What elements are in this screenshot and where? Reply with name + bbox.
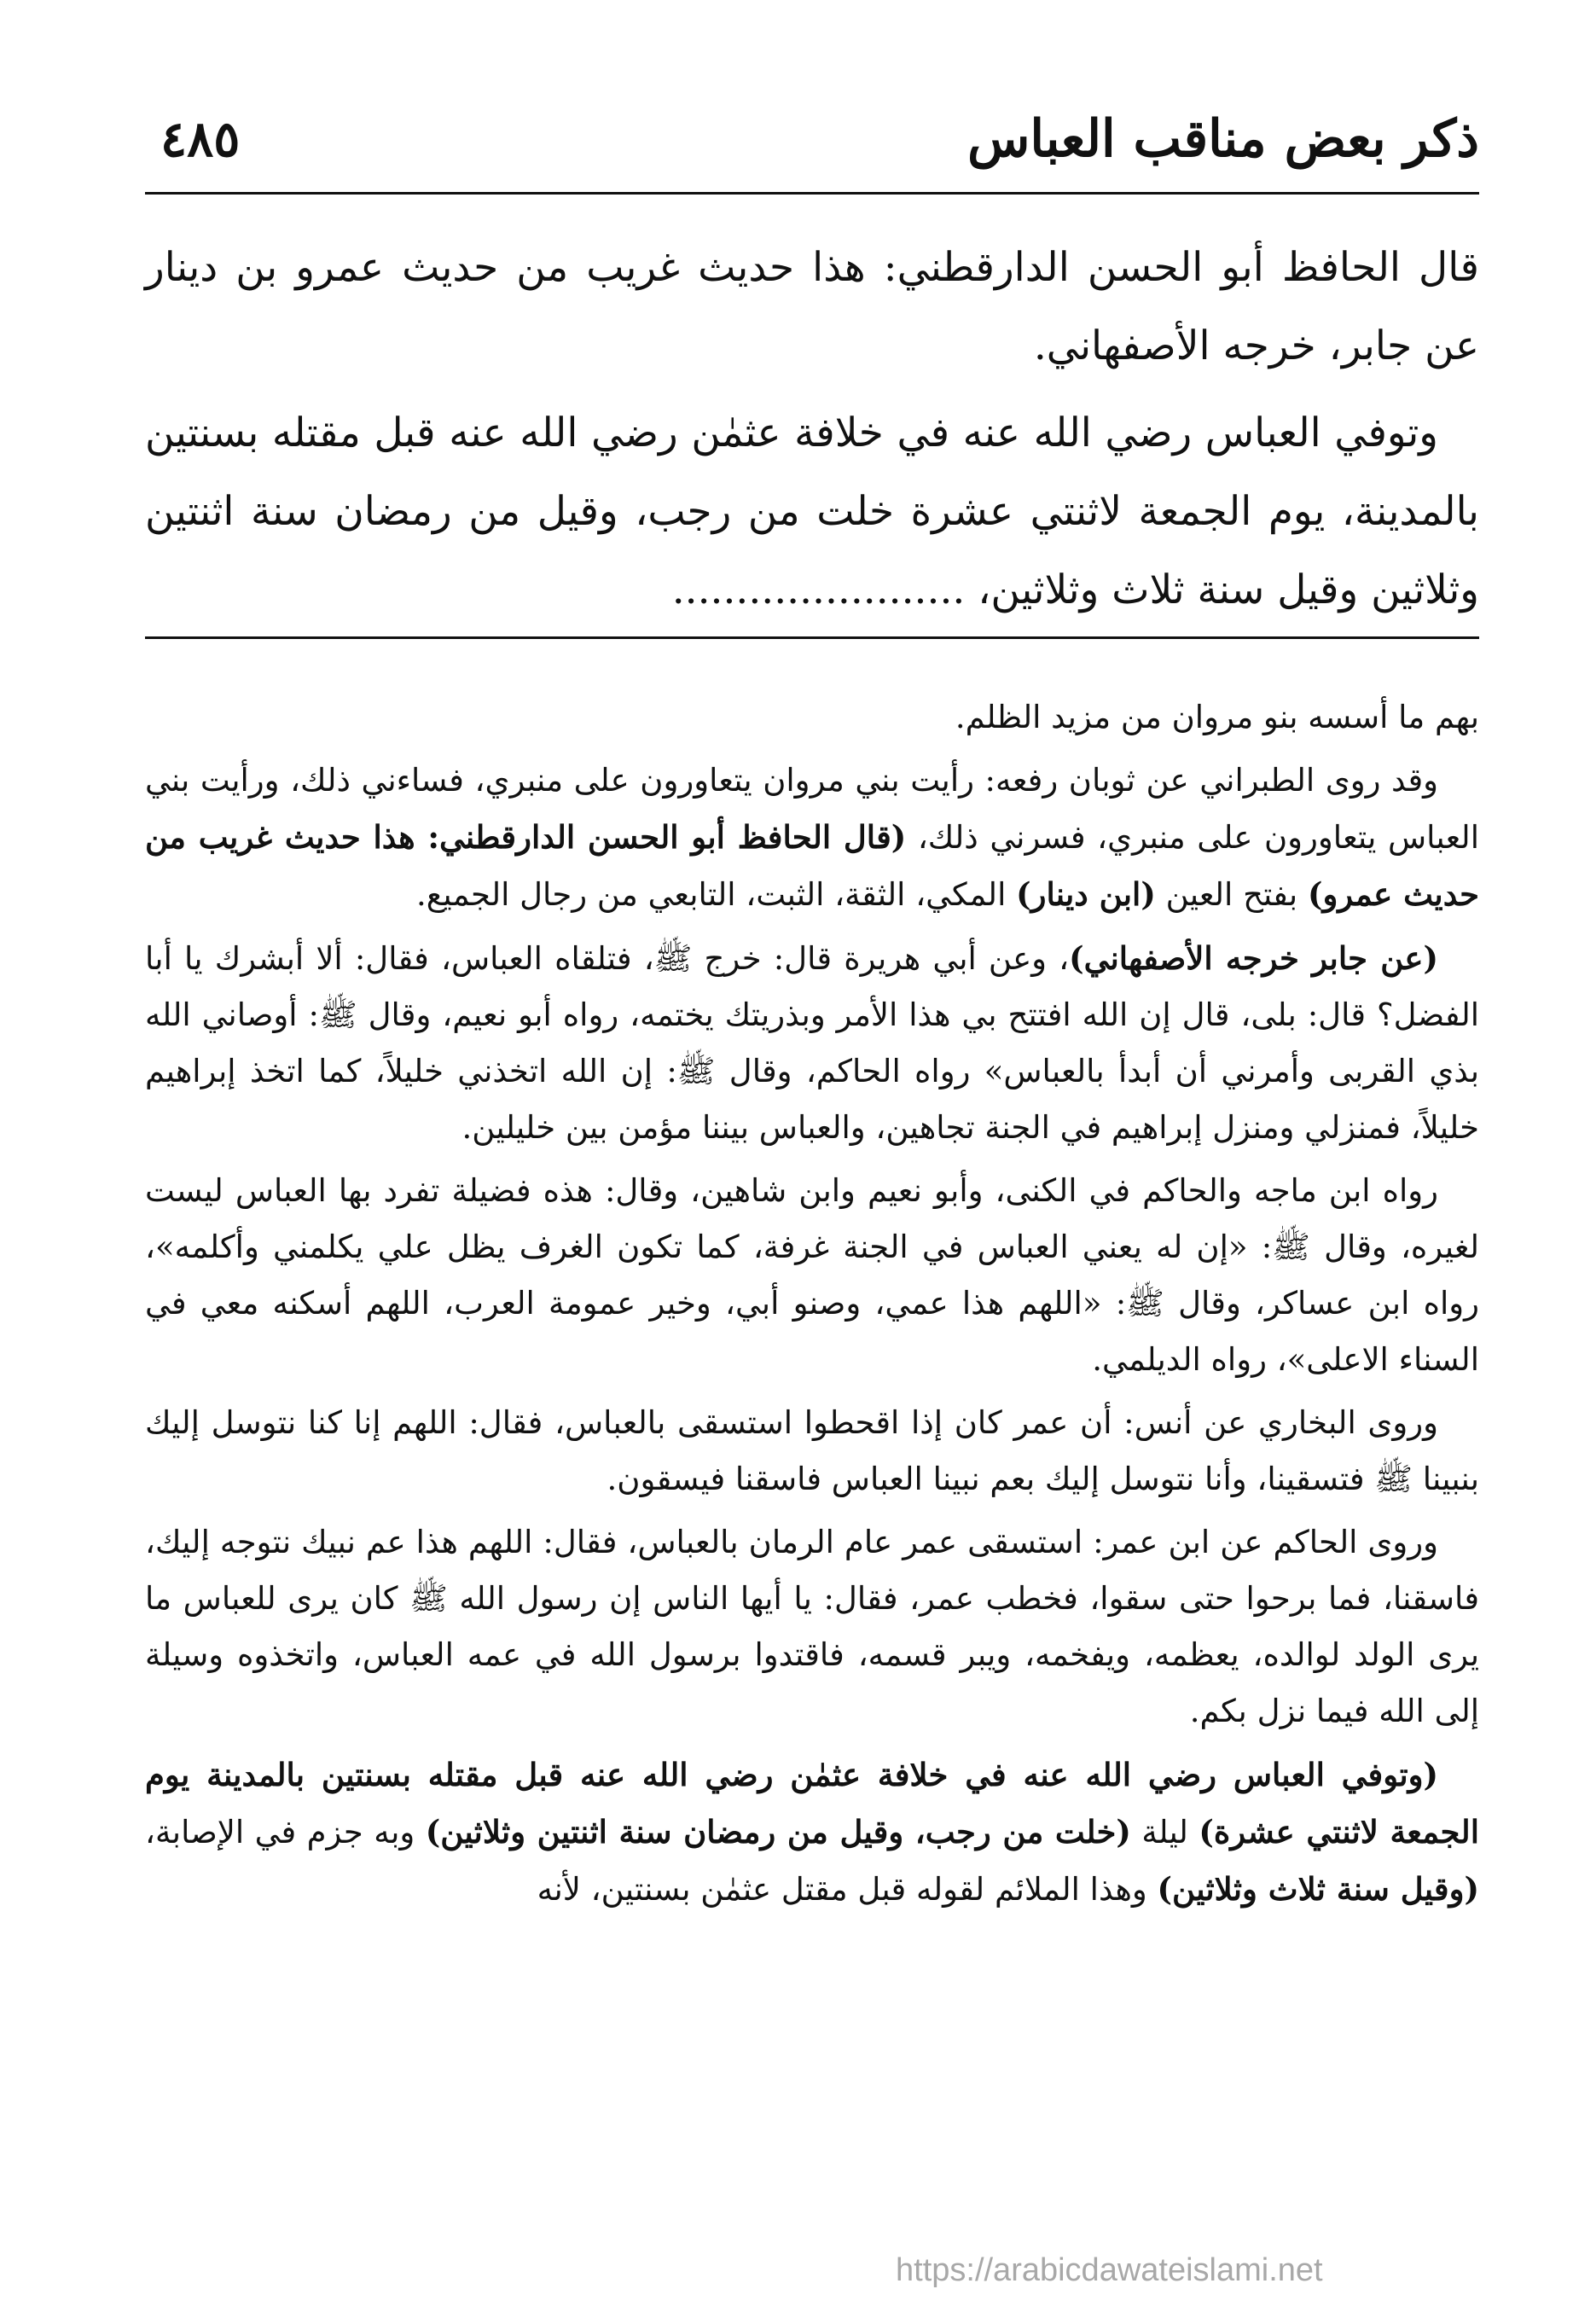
commentary-paragraph (145, 1746, 1479, 1918)
commentary-text: وهذا الملائم لقوله قبل مقتل عثمٰن بسنتين، لأنه (537, 1871, 1158, 1908)
quoted-main-text: (وقيل سنة ثلاث وثلاثين) (1157, 1870, 1479, 1908)
commentary-paragraph (145, 752, 1479, 923)
commentary-paragraph: بهم ما أسسه بنو مروان من مزيد الظلم. (955, 699, 1479, 735)
section-divider (145, 636, 1479, 639)
commentary-paragraph: وروى البخاري عن أنس: أن عمر كان إذا اقحطوا استسقى بالعباس، فقال: اللهم إنا كنا نتوسل إليك بنبينا ﷺ فتسقينا، وأنا نتوسل إليك بعم نبينا العباس فاسقنا فيسقون. (145, 1404, 1479, 1497)
quoted-main-text: (قال الحافظ أبو الحسن الدارقطني: هذا حديث غريب من حديث عمرو) (145, 818, 1479, 913)
quoted-main-text: (ابن دينار) (1016, 875, 1156, 913)
quoted-main-text: (خلت من رجب، وقيل من رمضان سنة اثنتين وثلاثين) (425, 1813, 1131, 1850)
running-title: ذكر بعض مناقب العباس (967, 109, 1479, 169)
commentary-paragraph: رواه ابن ماجه والحاكم في الكنى، وأبو نعيم وابن شاهين، وقال: هذه فضيلة تفرد بها العباس ليست لغيره، وقال ﷺ: «إن له يعني العباس في الجنة غرفة، كما تكون الغرف يظل علي يكلمني وأكلمه»، رواه ابن عساكر، وقال ﷺ: «اللهم هذا عمي، وصنو أبي، وخير عمومة العرب، اللهم أسكنه معي في السناء الاعلى»، رواه الديلمي. (145, 1172, 1479, 1378)
page-number: ٤٨٥ (160, 110, 241, 168)
commentary (145, 689, 1479, 1925)
commentary-text: ليلة (1130, 1814, 1199, 1850)
commentary-text: وقد روى الطبراني عن ثوبان رفعه: رأيت بني مروان يتعاورون على منبري، فساءني ذلك، ورأيت بني العباس يتعاورون على منبري، فسرني ذلك، (145, 762, 1479, 856)
commentary-text: المكي، الثقة، الثبت، التابعي من رجال الجميع. (415, 876, 1017, 913)
commentary-text: بفتح العين (1155, 876, 1308, 913)
main-text-paragraph: قال الحافظ أبو الحسن الدارقطني: هذا حديث غريب من حديث عمرو بن دينار عن جابر، خرجه الأصفهاني. (145, 244, 1479, 369)
commentary-paragraph (145, 930, 1479, 1156)
page-header (160, 101, 1479, 177)
commentary-paragraph: وروى الحاكم عن ابن عمر: استسقى عمر عام الرمان بالعباس، فقال: اللهم هذا عم نبيك نتوجه إليك، فاسقنا، فما برحوا حتى سقوا، فخطب عمر، فقال: يا أيها الناس إن رسول الله ﷺ كان يرى للعباس ما يرى الولد لوالده، يعظمه، ويفخمه، ويبر قسمه، فاقتدوا برسول الله في عمه العباس، واتخذوه وسيلة إلى الله فيما نزل بكم. (145, 1524, 1479, 1729)
watermark: https://arabicdawateislami.net (896, 2252, 1323, 2288)
header-rule (145, 192, 1479, 195)
quoted-main-text: (عن جابر خرجه الأصفهاني) (1069, 939, 1438, 977)
main-text (145, 229, 1479, 638)
commentary-text: وبه جزم في الإصابة، (145, 1814, 426, 1850)
quoted-main-text: (وتوفي العباس رضي الله عنه في خلافة عثمٰن رضي الله عنه قبل مقتله بسنتين بالمدينة يوم الجمعة لاثنتي عشرة) (145, 1756, 1479, 1850)
main-text-paragraph: وتوفي العباس رضي الله عنه في خلافة عثمٰن رضي الله عنه قبل مقتله بسنتين بالمدينة، يوم الجمعة لاثنتي عشرة خلت من رجب، وقيل من رمضان سنة اثنتين وثلاثين وقيل سنة ثلاث وثلاثين، ....................... (145, 410, 1479, 613)
commentary-text: ، وعن أبي هريرة قال: خرج ﷺ، فتلقاه العباس، فقال: ألا أبشرك يا أبا الفضل؟ قال: بلى، قال إن الله افتتح بي هذا الأمر وبذريتك يختمه، رواه أبو نعيم، وقال ﷺ: أوصاني الله بذي القربى وأمرني أن أبدأ بالعباس» رواه الحاكم، وقال ﷺ: إن الله اتخذني خليلاً، كما اتخذ إبراهيم خليلاً، فمنزلي ومنزل إبراهيم في الجنة تجاهين، والعباس بيننا مؤمن بين خليلين. (145, 940, 1479, 1146)
